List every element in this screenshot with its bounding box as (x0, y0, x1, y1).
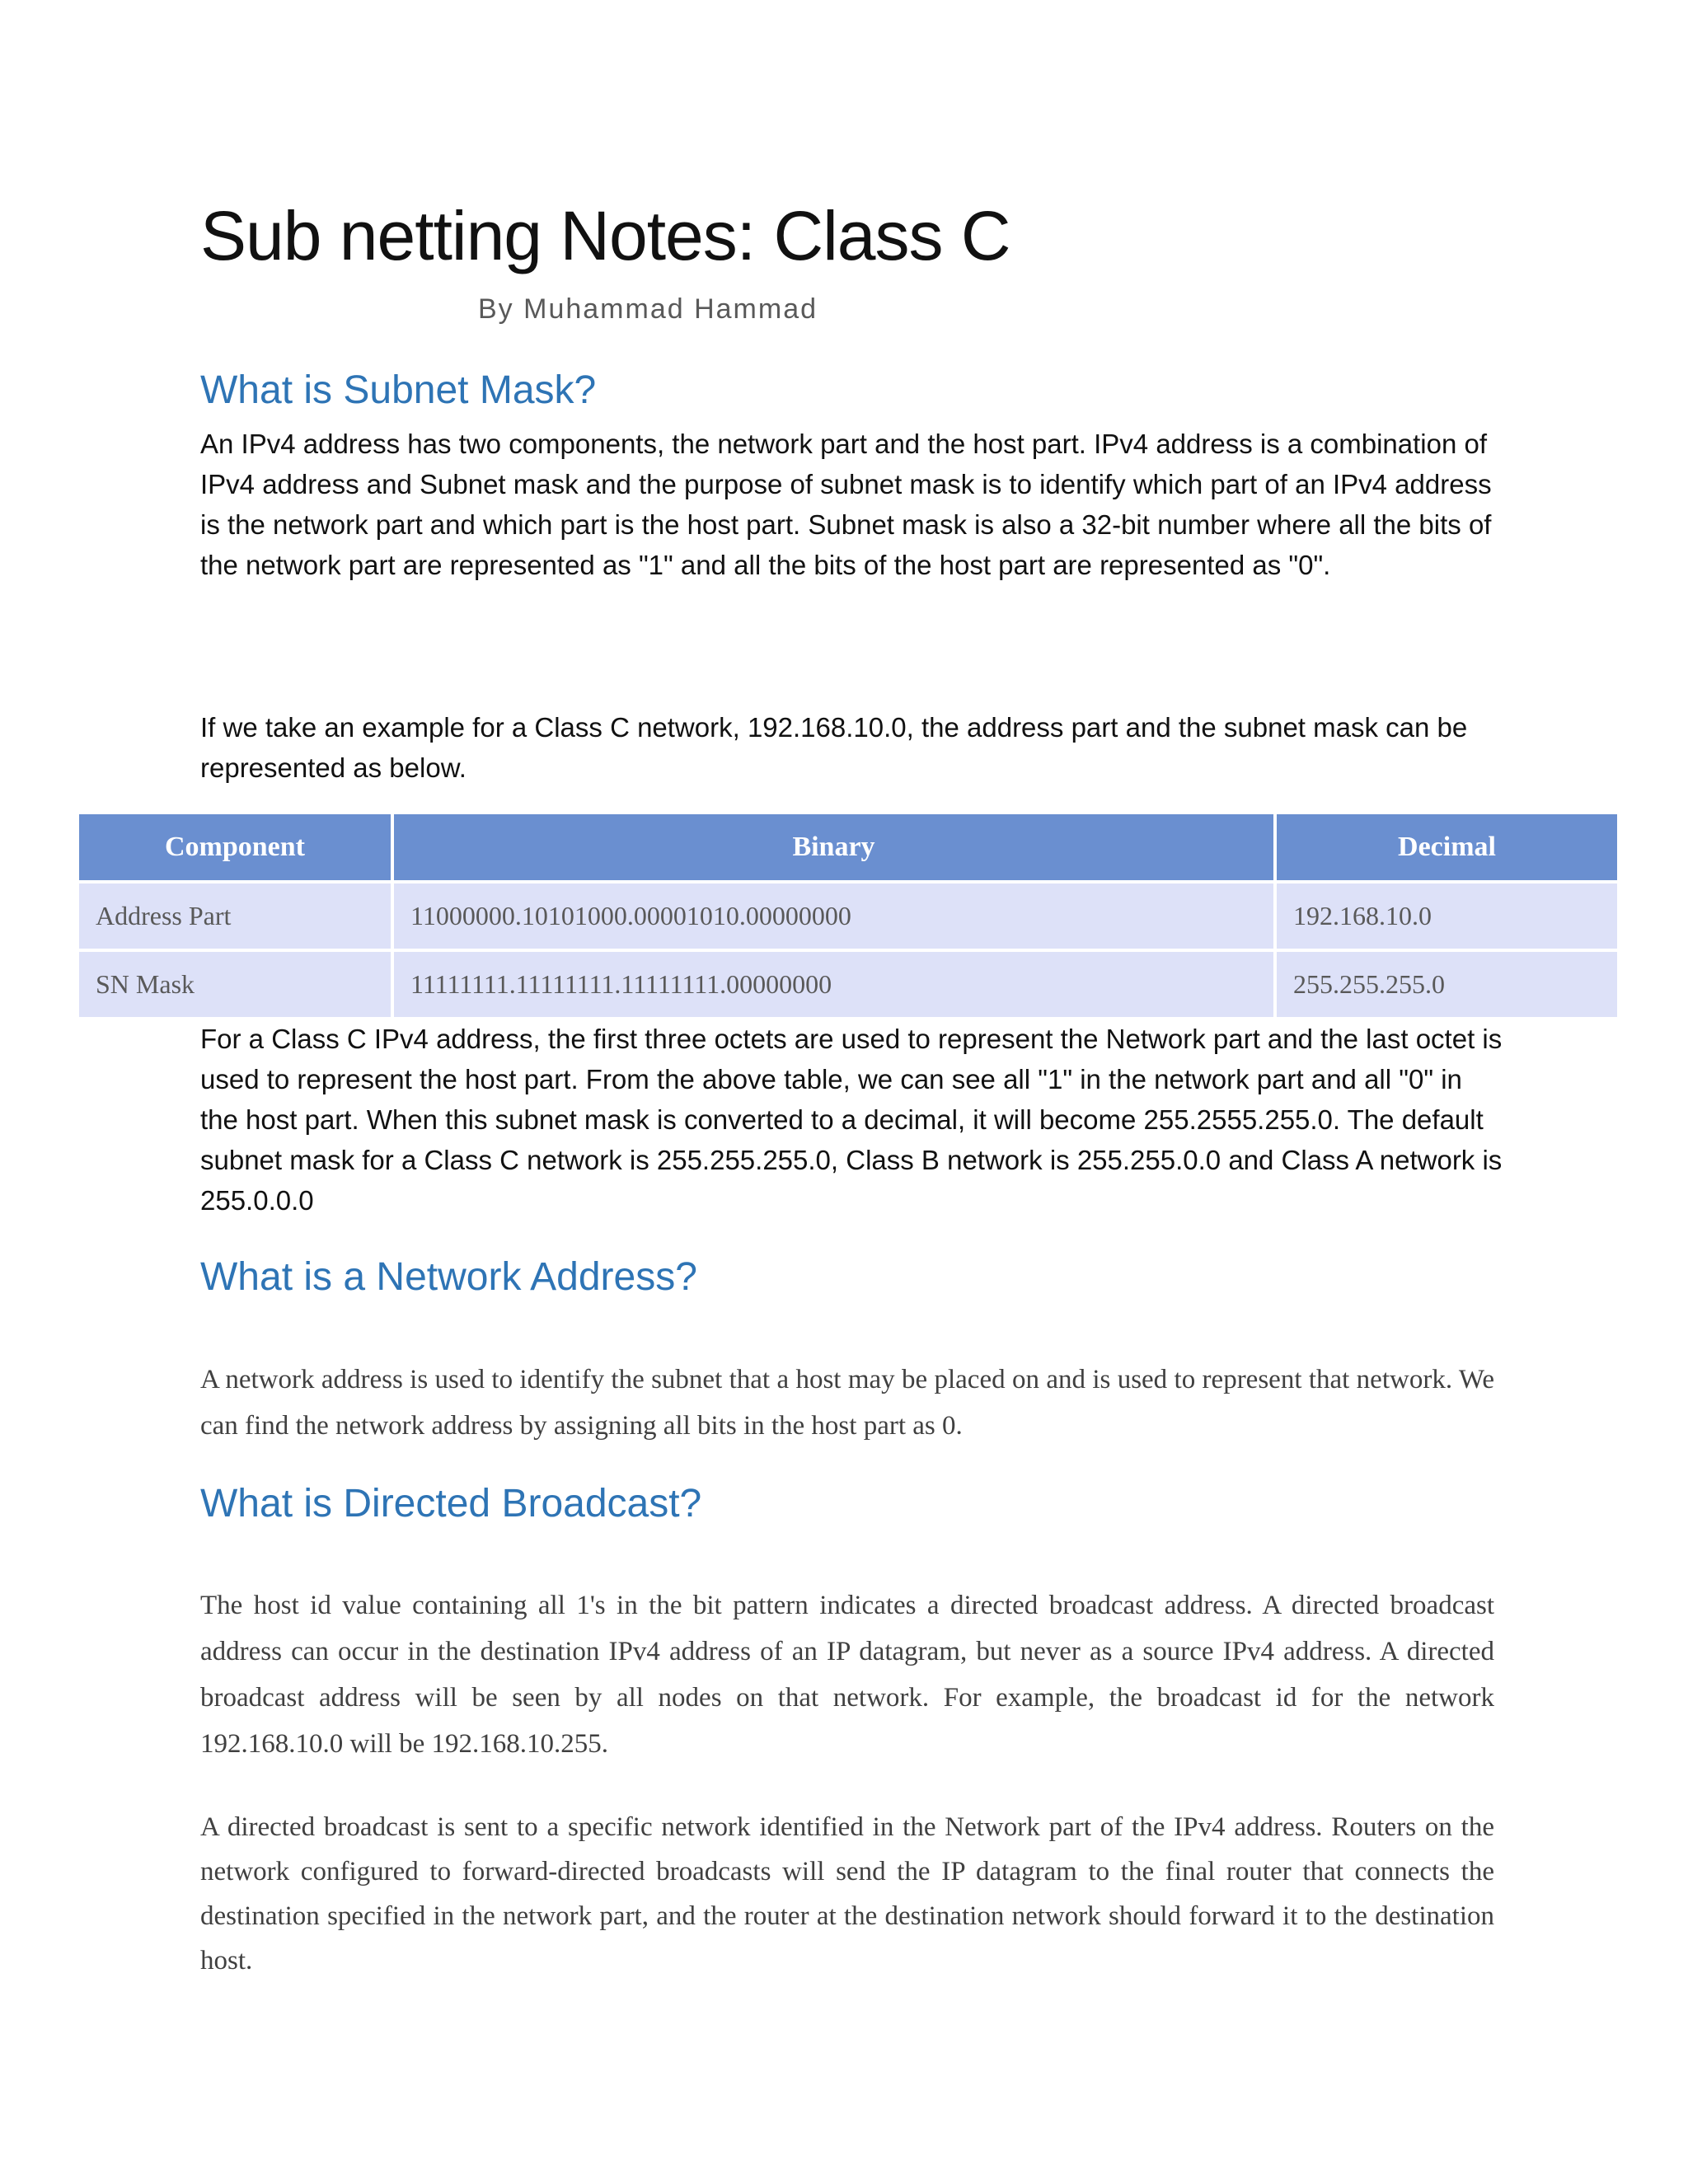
network-address-paragraph: A network address is used to identify the subnet that a host may be placed on and is used to represent that network. We can find the network address by assigning all bits in the host part as 0. (200, 1365, 1494, 1441)
table-header-binary: Binary (394, 814, 1277, 883)
table-cell: Address Part (79, 883, 394, 952)
table-header-row (79, 814, 1617, 883)
example-intro-paragraph: If we take an example for a Class C network, 192.168.10.0, the address part and the subnet mask can be represented as below. (200, 712, 1468, 783)
table-header-component: Component (79, 814, 394, 883)
subnet-table (79, 814, 1617, 1017)
after-table-paragraph: For a Class C IPv4 address, the first three octets are used to represent the Network part and the last octet is used to represent the host part. From the above table, we can see all "1" in the network part and all "0" in the host part. When this subnet mask is converted to a decimal, it will become 255.2555.255.0. The default subnet mask for a Class C network is 255.255.255.0, Class B network is 255.255.0.0 and Class A network is 255.0.0.0 (200, 1024, 1503, 1216)
table-cell: 255.255.255.0 (1277, 952, 1617, 1017)
table-header-decimal: Decimal (1277, 814, 1617, 883)
heading-directed-broadcast: What is Directed Broadcast? (200, 1482, 702, 1526)
directed-broadcast-paragraph-2: A directed broadcast is sent to a specific network identified in the Network part of the IPv4 address. Routers on the network configured to forward-directed broadcasts will send the IP datagram to the final router that connects the destination specified in the network part, and the router at the destination network should forward it to the destination host. (200, 1812, 1494, 1975)
table-cell: 192.168.10.0 (1277, 883, 1617, 952)
table-row (79, 883, 1617, 952)
heading-network-address: What is a Network Address? (200, 1255, 697, 1299)
directed-broadcast-paragraph-1: The host id value containing all 1's in the bit pattern indicates a directed broadcast address. A directed broadcast address can occur in the destination IPv4 address of an IP datagram, but never as a source IPv4 address. A directed broadcast address will be seen by all nodes on that network. For example, the broadcast id for the network 192.168.10.0 will be 192.168.10.255. (200, 1591, 1494, 1759)
page-title: Sub netting Notes: Class C (200, 197, 1010, 274)
author-byline: By Muhammad Hammad (478, 293, 818, 325)
table-cell: SN Mask (79, 952, 394, 1017)
subnet-mask-paragraph: An IPv4 address has two components, the network part and the host part. IPv4 address is a combination of IPv4 address and Subnet mask and the purpose of subnet mask is to identify which part of an IPv4 address is the network part and which part is the host part. Subnet mask is also a 32-bit number where all the bits of the network part are represented as "1" and all the bits of the host part are represented as "0". (200, 429, 1492, 580)
table-cell: 11000000.10101000.00001010.00000000 (394, 883, 1277, 952)
table-cell: 11111111.11111111.11111111.00000000 (394, 952, 1277, 1017)
heading-subnet-mask: What is Subnet Mask? (200, 368, 597, 412)
table-row (79, 952, 1617, 1017)
